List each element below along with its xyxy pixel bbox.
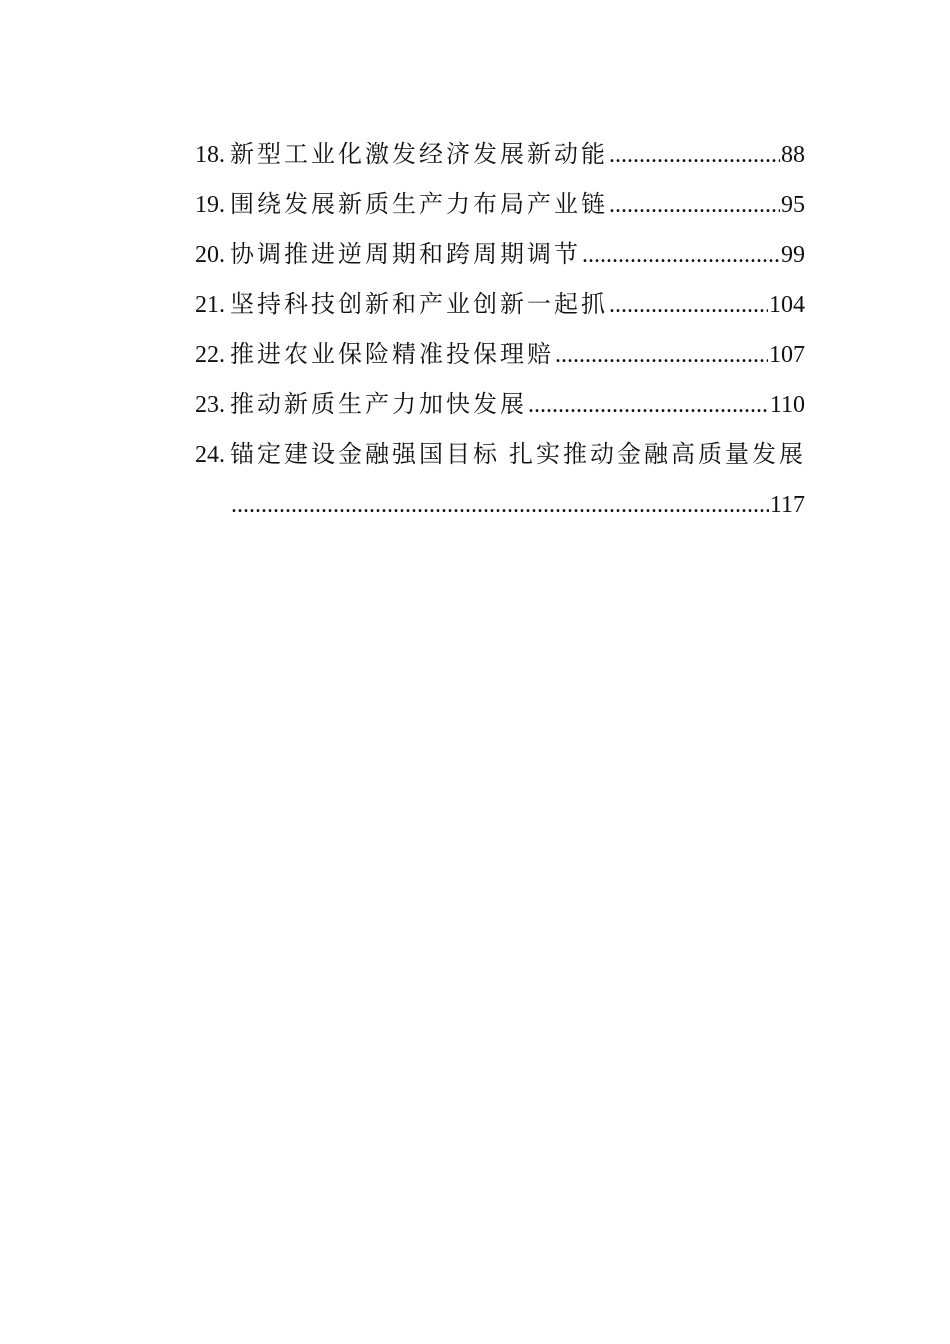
toc-entry-number: 20. [195,242,225,268]
toc-entry-page: 95 [781,192,805,218]
toc-entry-18[interactable] [195,130,805,180]
toc-entry-24[interactable] [195,430,805,480]
toc-entry-19[interactable] [195,180,805,230]
toc-entry-page: 99 [781,242,805,268]
toc-entry-title: 锚定建设金融强国目标 扎实推动金融高质量发展 [230,442,806,468]
toc-entry-20[interactable] [195,230,805,280]
toc-entry-title: 推进农业保险精准投保理赔 [230,342,554,368]
toc-entry-title: 围绕发展新质生产力布局产业链 [230,192,608,218]
toc-entry-title: 坚持科技创新和产业创新一起抓 [230,292,608,318]
toc-entry-number: 22. [195,342,225,368]
toc-entry-page: 104 [769,292,805,318]
toc-entry-23[interactable] [195,380,805,430]
toc-leader-dots [609,180,780,230]
toc-leader-dots [609,280,768,330]
toc-entry-22[interactable] [195,330,805,380]
toc-leader-dots [528,380,769,430]
toc-leader-dots [555,330,768,380]
toc-entry-page: 88 [781,142,805,168]
toc-entry-title: 新型工业化激发经济发展新动能 [230,142,608,168]
toc-entry-number: 18. [195,142,225,168]
toc-entry-24-continuation[interactable] [195,480,805,530]
toc-entry-title: 协调推进逆周期和跨周期调节 [230,242,581,268]
toc-entry-number: 23. [195,392,225,418]
toc-entry-21[interactable] [195,280,805,330]
toc-entry-page: 107 [769,342,805,368]
toc-entry-number: 19. [195,192,225,218]
toc-leader-dots [231,480,769,530]
toc-entry-page: 110 [769,392,805,418]
toc-entry-number: 21. [195,292,225,318]
toc-leader-dots [582,230,780,280]
toc-entry-page: 117 [769,492,805,518]
table-of-contents [195,130,805,530]
toc-entry-title: 推动新质生产力加快发展 [230,392,527,418]
toc-leader-dots [609,130,780,180]
toc-entry-number: 24. [195,442,225,468]
